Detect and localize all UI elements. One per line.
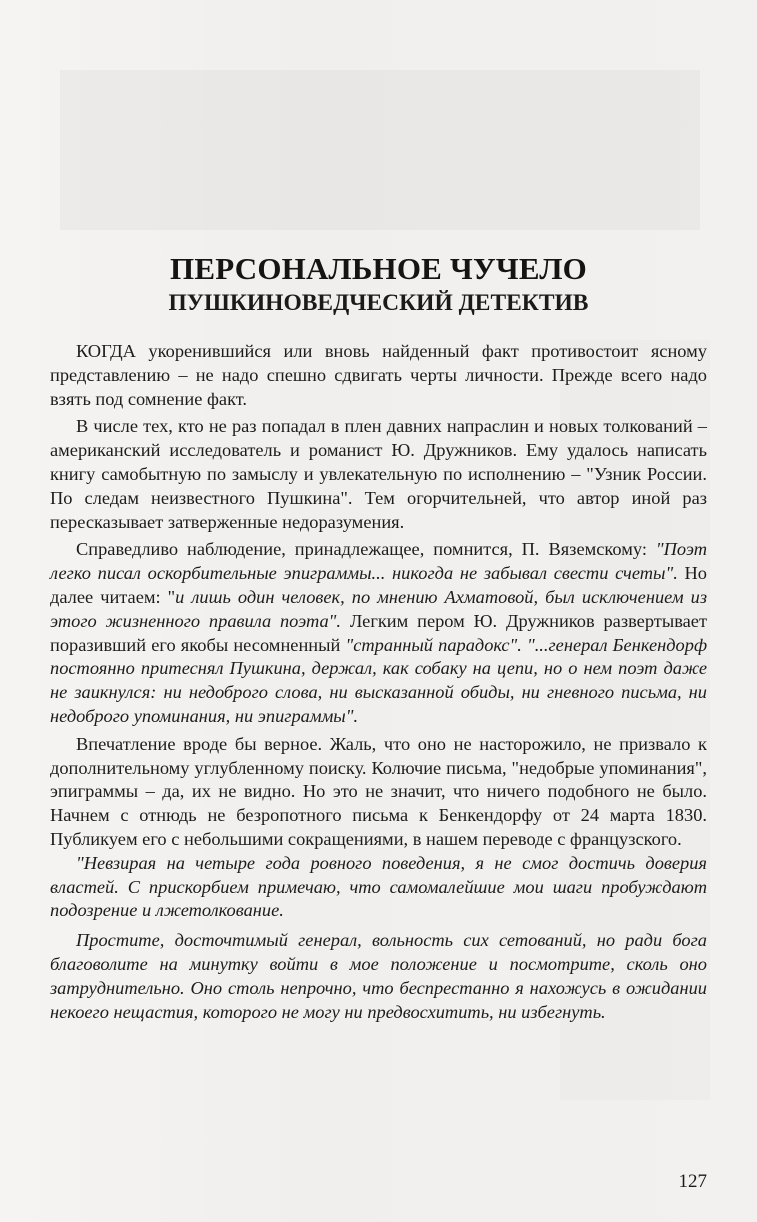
p3-quote-d: и лишь один человек, по мнению Ахматовой, был исключением из этого жизненного правила поэта". — [50, 586, 707, 631]
p3-quote-f: "странный парадокс". "...генерал Бенкендорф постоянно притеснял Пушкина, держал, как собаку на цепи, но о нем поэт даже не заикнулся: ни недоброго слова, ни высказанной обиды, ни гневного письма, ни недоброго упоминания, ни эпиграммы". — [50, 634, 707, 726]
bleed-through-shade — [60, 70, 700, 230]
page-title: ПЕРСОНАЛЬНОЕ ЧУЧЕЛО — [170, 251, 587, 286]
body-text — [50, 340, 707, 1024]
p3-text-c: Но далее читаем: " — [50, 563, 707, 607]
p5-quote: "Невзирая на четыре года ровного поведения, я не смог достичь доверия властей. С прискорбием примечаю, что самомалейшие мои шаги пробуждают подозрение и лжетолкование. — [50, 852, 707, 921]
p6-quote: Простите, досточтимый генерал, вольность сих сетований, но ради бога благоволите на минутку войти в мое положение и посмотрите, сколь оно затруднительно. Оно столь непрочно, что беспрестанно я нахожусь в ожидании некоего нещастия, которого не могу ни предвосхитить, ни избегнуть. — [50, 930, 707, 1022]
paragraph-3 — [50, 538, 707, 728]
paragraph-1: КОГДА укоренившийся или вновь найденный факт противостоит ясному представлению – не надо спешно сдвигать черты личности. Прежде всего надо взять под сомнение факт. — [50, 341, 707, 409]
paragraph-6 — [50, 929, 707, 1024]
p3-text-e: Легким пером Ю. Дружников развертывает поразивший его якобы несомненный — [50, 610, 707, 655]
page-number: 127 — [678, 1171, 707, 1192]
p3-text-a: Справедливо наблюдение, принадлежащее, помнится, П. Вяземскому: — [76, 539, 656, 560]
paragraph-4: Впечатление вроде бы верное. Жаль, что оно не насторожило, не призвало к дополнительному углубленному поиску. Колючие письма, "недобрые упоминания", эпиграммы – да, их не видно. Но это не значит, что ничего подобного не было. Начнем с отнюдь не безропотного письма к Бенкендорфу от 24 марта 1830. Публикуем его с небольшими сокращениями, в нашем переводе с французского. — [50, 733, 707, 849]
page-subtitle: ПУШКИНОВЕДЧЕСКИЙ ДЕТЕКТИВ — [168, 290, 589, 316]
paragraph-2: В числе тех, кто не раз попадал в плен давних напраслин и новых толкований – американский исследователь и романист Ю. Дружников. Ему удалось написать книгу самобытную по замыслу и увлекательную по исполнению – "Узник России. По следам неизвестного Пушкина". Тем огорчительней, что автор иной раз пересказывает затверженные недоразумения. — [50, 416, 707, 532]
p3-quote-b: "Поэт легко писал оскорбительные эпиграммы... никогда не забывал свести счеты". — [50, 539, 707, 584]
paragraph-5 — [50, 852, 707, 923]
